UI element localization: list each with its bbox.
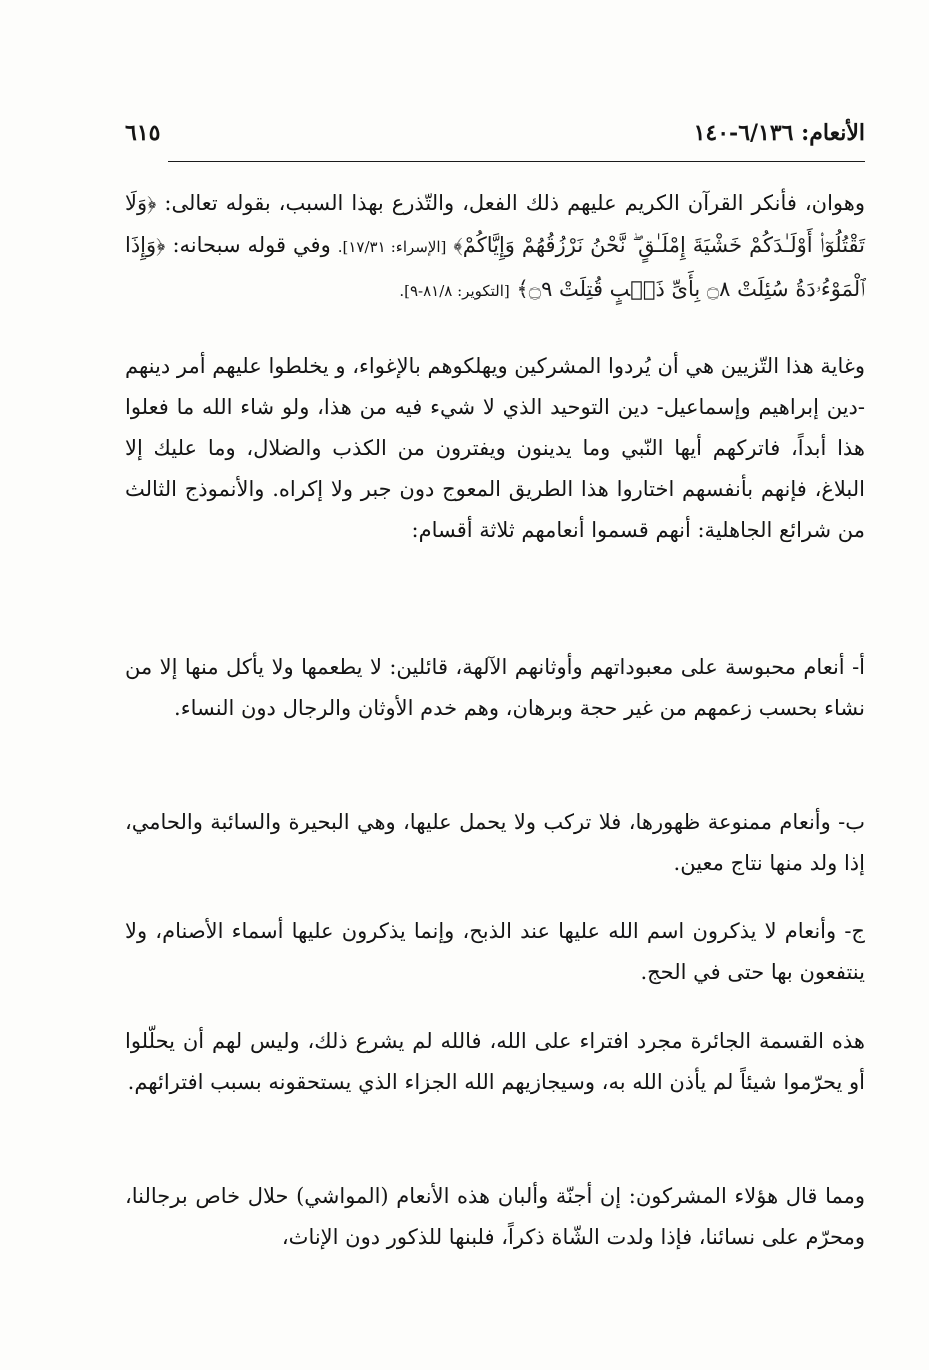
paragraph-item-a: أ- أنعام محبوسة على معبوداتهم وأوثانهم الآلهة، قائلين: لا يطعمها ولا يأكل منها إلا من نشاء بحسب زعمهم من غير حجة وبرهان، وهم خدم الأوثان والرجال دون النساء. — [125, 655, 865, 720]
intro-text-2: وفي قوله سبحانه: — [172, 233, 338, 257]
paragraph-tazyin: وغاية هذا التّزيين هي أن يُردوا المشركين ويهلكوهم بالإغواء، و يخلطوا عليهم أمر دينهم -دين إبراهيم وإسماعيل- دين التوحيد الذي لا شيء فيه من هذا، ولو شاء الله ما فعلوا هذا أبداً، فاتركهم أيها النّبي وما يدينون ويفترون من الكذب والضلال، وما عليك إلا البلاغ، فإنهم بأنفسهم اختاروا هذا الطريق المعوج دون جبر ولا إكراه. والأنموذج الثالث من شرائع الجاهلية: أنهم قسموا أنعامهم ثلاثة أقسام: — [125, 354, 866, 542]
quran-verse-2: ﴿وَإِذَا ٱلْمَوْءُۥدَةُ سُئِلَتْ ۝٨ بِأَىِّ ذَنۢبٍ قُتِلَتْ ۝٩﴾ — [125, 233, 865, 301]
paragraph-mushrikun: ومما قال هؤلاء المشركون: إن أجنّة وألبان هذه الأنعام (المواشي) حلال خاص برجالنا، ومحرّم على نسائنا، فإذا ولدت الشّاة ذكراً، فلبنها للذكور دون الإناث، — [125, 1184, 865, 1249]
header-rule — [168, 161, 865, 162]
verse-reference-1: [الإسراء: ١٧/٣١]. — [337, 238, 447, 256]
surah-reference: الأنعام: ٦/١٣٦-١٤٠ — [693, 120, 865, 146]
intro-paragraph — [125, 182, 865, 312]
paragraph-division: هذه القسمة الجائرة مجرد افتراء على الله، فالله لم يشرع ذلك، وليس لهم أن يحلّلوا أو يحرّموا شيئاً لم يأذن الله به، وسيجازيهم الله الجزاء الذي يستحقونه بسبب افترائهم. — [125, 1029, 865, 1094]
paragraph-item-c: ج- وأنعام لا يذكرون اسم الله عليها عند الذبح، وإنما يذكرون عليها أسماء الأصنام، ولا ينتفعون بها حتى في الحج. — [125, 919, 865, 984]
page-number: ٦١٥ — [125, 120, 161, 146]
paragraph-item-b: ب- وأنعام ممنوعة ظهورها، فلا تركب ولا يحمل عليها، وهي البحيرة والسائبة والحامي، إذا ولد منها نتاج معين. — [125, 810, 865, 875]
running-head — [125, 120, 865, 156]
quran-verse-1: ﴿وَلَا تَقْتُلُوٓا۟ أَوْلَـٰدَكُمْ خَشْيَةَ إِمْلَـٰقٍ ۖ نَّحْنُ نَرْزُقُهُمْ وَإِيَّاكُمْ﴾ — [125, 191, 866, 257]
intro-text: وهوان، فأنكر القرآن الكريم عليهم ذلك الفعل، والتّذرع بهذا السبب، بقوله تعالى: — [164, 191, 865, 215]
verse-reference-2: [التكوير: ٨١/٨-٩]. — [399, 282, 510, 300]
